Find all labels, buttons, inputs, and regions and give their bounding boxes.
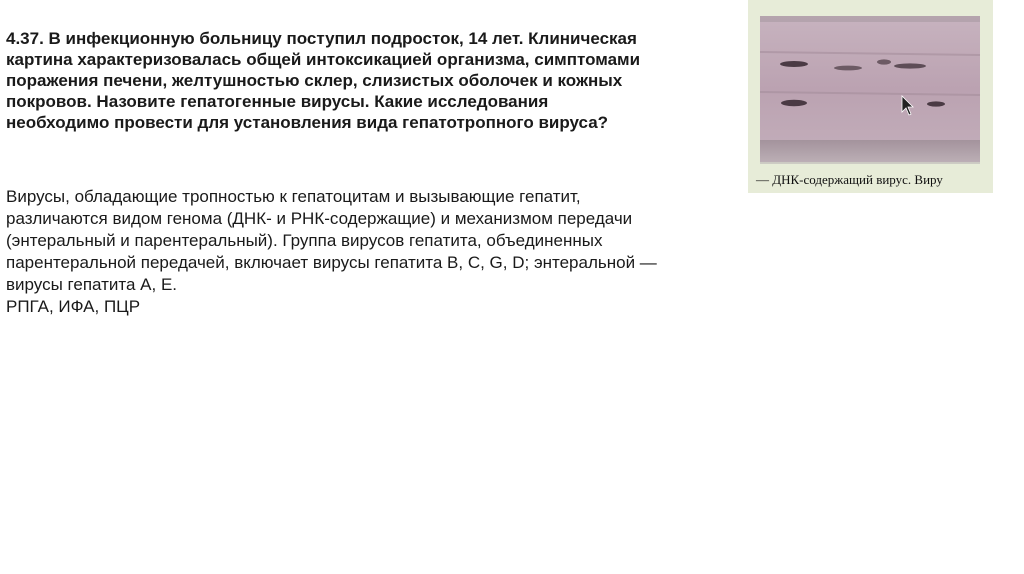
answer-line: парентеральной передачей, включает вирусы гепатита B, C, G, D; энтеральной — bbox=[6, 253, 657, 272]
question-line: картина характеризовалась общей интоксикацией организма, симптомами bbox=[6, 50, 641, 69]
band bbox=[894, 63, 926, 68]
question-line: покровов. Назовите гепатогенные вирусы. Какие исследования bbox=[6, 92, 549, 111]
answer-methods: РПГА, ИФА, ПЦР bbox=[6, 297, 141, 316]
answer-line: Вирусы, обладающие тропностью к гепатоцитам и вызывающие гепатит, bbox=[6, 187, 581, 206]
membrane-bottom-edge bbox=[760, 140, 980, 164]
question-line: 4.37. В инфекционную больницу поступил подросток, 14 лет. Клиническая bbox=[6, 29, 637, 48]
question-text bbox=[6, 28, 736, 133]
gel-blot-image bbox=[748, 0, 993, 193]
band bbox=[927, 101, 945, 106]
band bbox=[780, 61, 808, 67]
answer-line: вирусы гепатита А, Е. bbox=[6, 275, 178, 294]
answer-line: различаются видом генома (ДНК- и РНК-содержащие) и механизмом передачи bbox=[6, 209, 633, 228]
band bbox=[781, 100, 807, 106]
band bbox=[834, 66, 862, 71]
gel-blot-figure bbox=[748, 0, 993, 193]
question-line: поражения печени, желтушностью склер, слизистых оболочек и кожных bbox=[6, 71, 623, 90]
figure-caption: — ДНК-содержащий вирус. Виру bbox=[756, 172, 943, 187]
membrane-top-edge bbox=[760, 16, 980, 22]
question-line: необходимо провести для установления вида гепатотропного вируса? bbox=[6, 113, 609, 132]
answer-text bbox=[6, 186, 746, 318]
answer-line: (энтеральный и парентеральный). Группа вирусов гепатита, объединенных bbox=[6, 231, 603, 250]
band bbox=[877, 59, 891, 64]
